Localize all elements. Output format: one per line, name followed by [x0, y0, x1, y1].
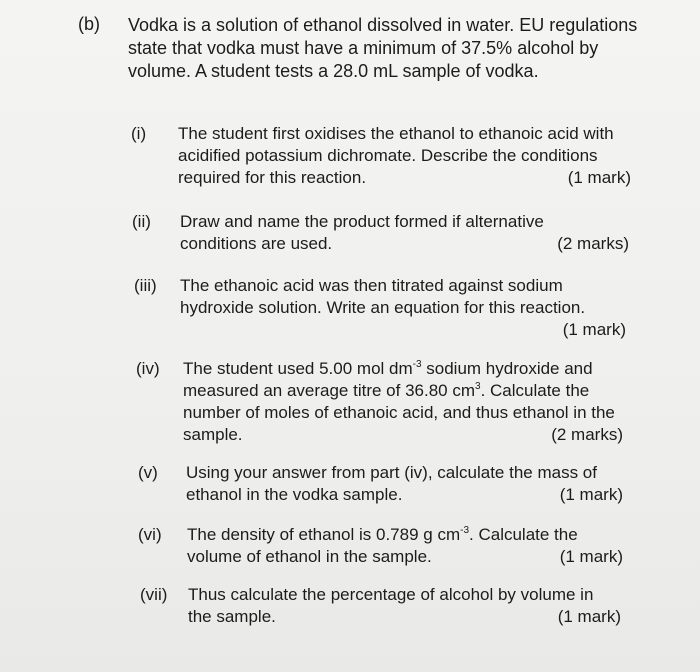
question-iv: [136, 358, 623, 448]
question-number: (v): [138, 463, 158, 482]
question-text: The student first oxidises the ethanol to ethanoic acid with acidified potassium dichromate. Describe the conditions required for this reaction.: [178, 124, 614, 187]
question-number: (vii): [140, 585, 168, 604]
question-mark: (1 mark): [559, 547, 623, 566]
question-vi: [138, 524, 623, 570]
question-mark: (2 marks): [551, 425, 623, 444]
question-number: (iv): [136, 359, 160, 378]
question-iii: [134, 275, 626, 341]
question-text: The ethanoic acid was then titrated against sodium hydroxide solution. Write an equation for this reaction.: [180, 276, 586, 317]
part-b-label: (b): [78, 14, 100, 34]
question-text-part: . Calculate the number of moles of ethanoic acid, and thus ethanol in the sample.: [183, 381, 615, 444]
superscript: -3: [460, 525, 470, 536]
question-text-part: The density of ethanol is 0.789 g cm: [187, 525, 461, 544]
question-number: (iii): [134, 276, 157, 295]
question-text: Draw and name the product formed if alternative conditions are used.: [180, 212, 544, 253]
part-b-intro: Vodka is a solution of ethanol dissolved in water. EU regulations state that vodka must have a minimum of 37.5% alcohol by volume. A student tests a 28.0 mL sample of vodka.: [128, 15, 638, 81]
question-text: Using your answer from part (iv), calculate the mass of ethanol in the vodka sample.: [186, 463, 597, 504]
superscript: 3: [475, 381, 481, 392]
question-vii: [140, 584, 621, 630]
question-i: [131, 123, 631, 193]
question-mark: (2 marks): [557, 234, 629, 253]
question-mark: (1 mark): [559, 485, 623, 504]
question-number: (i): [131, 124, 147, 143]
question-text: Thus calculate the percentage of alcohol by volume in the sample.: [188, 585, 594, 626]
superscript: -3: [412, 359, 422, 370]
question-v: [138, 462, 623, 508]
question-mark: (1 mark): [567, 168, 631, 187]
question-number: (ii): [132, 212, 151, 231]
question-number: (vi): [138, 525, 162, 544]
question-text-part: . Calculate the volume of ethanol in the sample.: [187, 525, 578, 566]
question-text-part: sodium hydroxide and measured an average titre of 36.80 cm: [183, 359, 593, 400]
question-ii: [132, 211, 629, 257]
question-text-part: The student used 5.00 mol dm: [183, 359, 413, 378]
question-text: [187, 524, 607, 568]
question-mark: (1 mark): [557, 607, 621, 626]
question-mark: (1 mark): [562, 320, 626, 339]
